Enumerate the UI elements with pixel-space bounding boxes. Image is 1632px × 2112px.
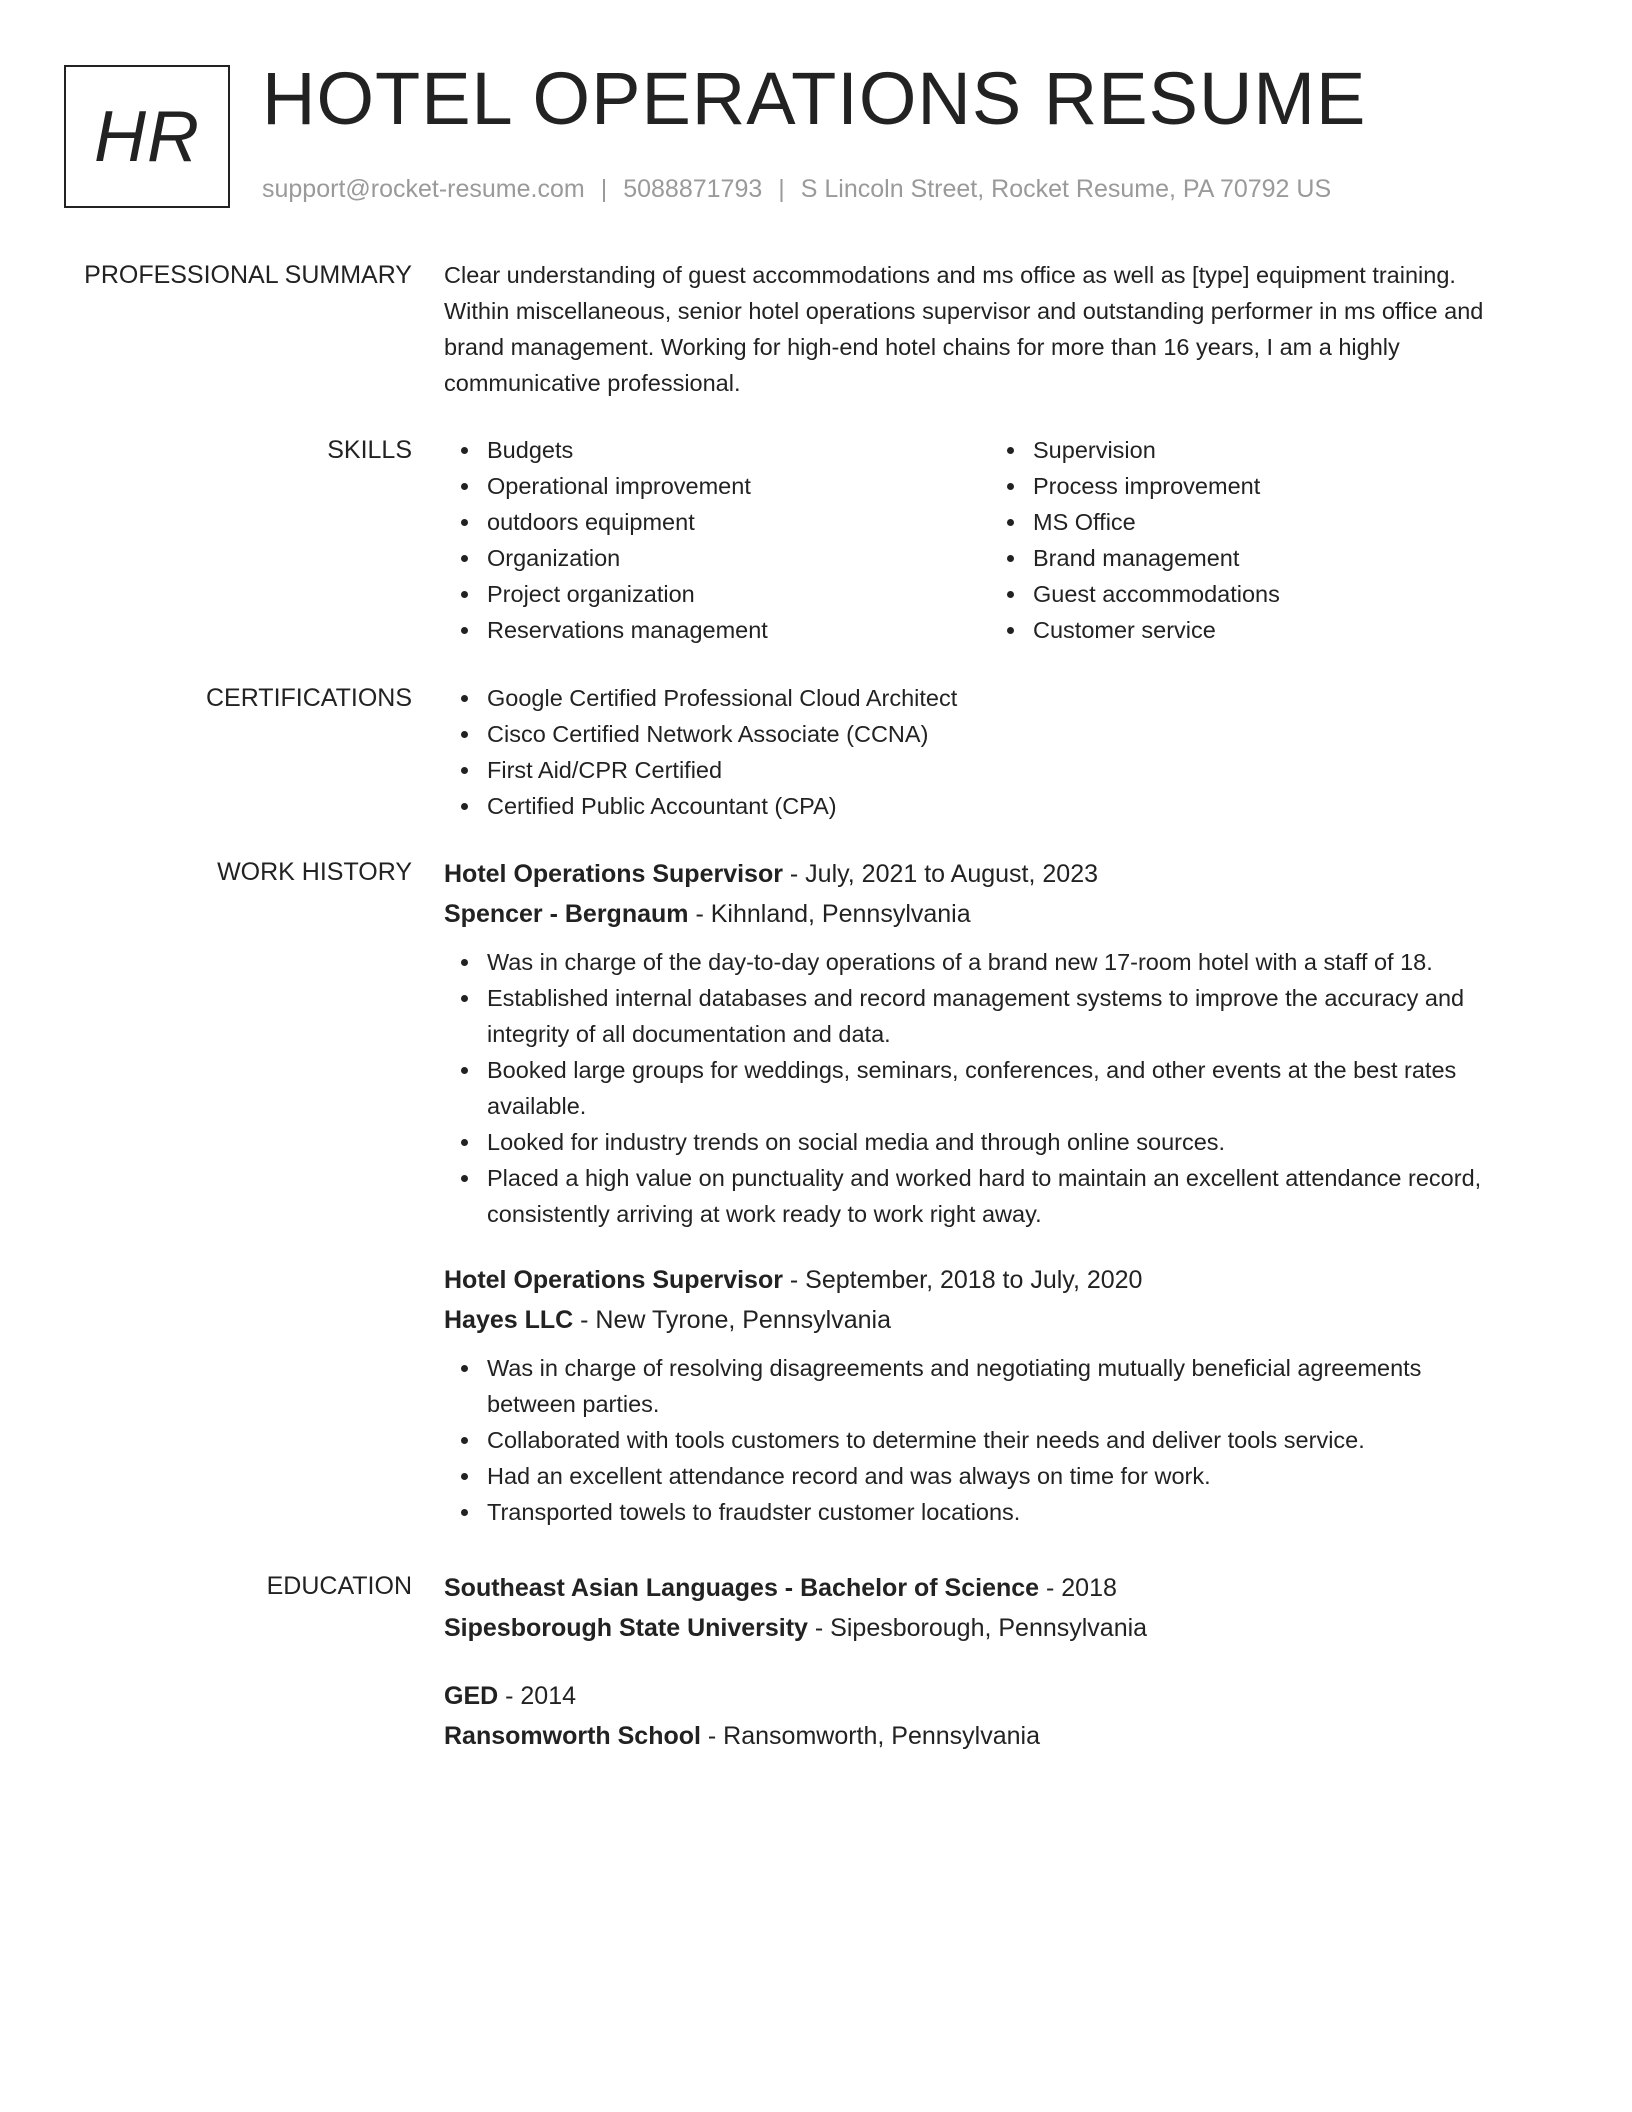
school-location: - Ransomworth, Pennsylvania (700, 1722, 1041, 1750)
contact-phone[interactable]: 5088871793 (623, 175, 763, 203)
job-location: - Kihnland, Pennsylvania (688, 900, 971, 928)
degree-line (444, 1676, 1554, 1716)
skill-item: Reservations management (444, 612, 990, 648)
work-history-body (444, 854, 1554, 1530)
skills-column-right (990, 432, 1536, 648)
skill-item: MS Office (990, 504, 1536, 540)
job-bullet (444, 1160, 1554, 1232)
bullet-line: integrity of all documentation and data. (487, 1021, 891, 1047)
job-bullet (444, 1422, 1554, 1458)
resume-title: HOTEL OPERATIONS RESUME (262, 57, 1367, 140)
education-entry (444, 1568, 1554, 1648)
job-title-line (444, 1260, 1554, 1300)
job-entry (444, 854, 1554, 1232)
job-company-line (444, 1300, 1554, 1340)
job-bullet (444, 980, 1554, 1052)
skills-list (444, 432, 1554, 648)
skill-item: Guest accommodations (990, 576, 1536, 612)
summary-line: communicative professional. (444, 370, 741, 396)
contact-separator: | (600, 175, 608, 203)
degree-year: - 2014 (498, 1682, 577, 1710)
bullet-line: Established internal databases and record management systems to improve the accuracy and (487, 985, 1465, 1011)
summary-line: brand management. Working for high-end hotel chains for more than 16 years, I am a highly (444, 334, 1400, 360)
job-bullet (444, 1052, 1554, 1124)
degree-year: - 2018 (1039, 1574, 1117, 1602)
school: Ransomworth School (444, 1722, 701, 1750)
skill-item: Operational improvement (444, 468, 990, 504)
skill-item: Project organization (444, 576, 990, 612)
skill-item: Budgets (444, 432, 990, 468)
job-dates: - September, 2018 to July, 2020 (782, 1266, 1143, 1294)
job-dates: - July, 2021 to August, 2023 (782, 860, 1098, 888)
job-entry (444, 1260, 1554, 1530)
skill-item: outdoors equipment (444, 504, 990, 540)
job-title: Hotel Operations Supervisor (444, 1266, 783, 1294)
section-heading: PROFESSIONAL SUMMARY (84, 261, 412, 289)
summary-text (444, 257, 1554, 401)
section-heading: EDUCATION (266, 1572, 412, 1600)
contact-line (262, 174, 1331, 204)
job-company-line (444, 894, 1554, 934)
skills-column-left (444, 432, 990, 648)
job-location: - New Tyrone, Pennsylvania (573, 1306, 891, 1334)
summary-line: Clear understanding of guest accommodations and ms office as well as [type] equipment training. (444, 262, 1456, 288)
certification-item: Certified Public Accountant (CPA) (444, 788, 1554, 824)
section-heading: CERTIFICATIONS (205, 684, 412, 712)
job-bullet (444, 944, 1554, 980)
degree: Southeast Asian Languages - Bachelor of Science (444, 1574, 1040, 1602)
certifications-list-wrap (444, 680, 1554, 824)
school: Sipesborough State University (444, 1614, 808, 1642)
bullet-line: Was in charge of resolving disagreements and negotiating mutually beneficial agreements (487, 1355, 1422, 1381)
education-body (444, 1568, 1554, 1756)
job-title: Hotel Operations Supervisor (444, 860, 783, 888)
job-bullets (444, 944, 1554, 1232)
bullet-line: consistently arriving at work ready to work right away. (487, 1201, 1042, 1227)
certifications-list (444, 680, 1554, 824)
certification-item: First Aid/CPR Certified (444, 752, 1554, 788)
summary-line: Within miscellaneous, senior hotel operations supervisor and outstanding performer in ms office and (444, 298, 1484, 324)
section-heading: WORK HISTORY (217, 858, 412, 886)
bullet-line: Had an excellent attendance record and was always on time for work. (487, 1463, 1211, 1489)
contact-address: S Lincoln Street, Rocket Resume, PA 70792 US (800, 175, 1332, 203)
section-heading: SKILLS (327, 436, 412, 464)
certification-item: Cisco Certified Network Associate (CCNA) (444, 716, 1554, 752)
skill-item: Process improvement (990, 468, 1536, 504)
job-bullet (444, 1350, 1554, 1422)
monogram-box (64, 65, 230, 208)
job-bullets (444, 1350, 1554, 1530)
job-company: Spencer - Bergnaum (444, 900, 689, 928)
job-bullet (444, 1458, 1554, 1494)
certification-item: Google Certified Professional Cloud Architect (444, 680, 1554, 716)
education-entry (444, 1676, 1554, 1756)
skill-item: Supervision (990, 432, 1536, 468)
degree-line (444, 1568, 1554, 1608)
contact-separator: | (778, 175, 785, 203)
bullet-line: Was in charge of the day-to-day operations of a brand new 17-room hotel with a staff of 18. (487, 949, 1433, 975)
skill-item: Organization (444, 540, 990, 576)
school-line (444, 1716, 1554, 1756)
bullet-line: Looked for industry trends on social media and through online sources. (487, 1129, 1226, 1155)
bullet-line: Placed a high value on punctuality and worked hard to maintain an excellent attendance record, (487, 1165, 1482, 1191)
monogram-initials: HR (94, 96, 200, 177)
bullet-line: Booked large groups for weddings, seminars, conferences, and other events at the best rates (487, 1057, 1457, 1083)
school-location: - Sipesborough, Pennsylvania (807, 1614, 1148, 1642)
job-title-line (444, 854, 1554, 894)
job-bullet (444, 1124, 1554, 1160)
bullet-line: available. (487, 1093, 587, 1119)
school-line (444, 1608, 1554, 1648)
skill-item: Brand management (990, 540, 1536, 576)
bullet-line: Collaborated with tools customers to determine their needs and deliver tools service. (487, 1427, 1365, 1453)
contact-email[interactable]: support@rocket-resume.com (262, 175, 585, 203)
bullet-line: Transported towels to fraudster customer locations. (487, 1499, 1021, 1525)
skill-item: Customer service (990, 612, 1536, 648)
bullet-line: between parties. (487, 1391, 660, 1417)
job-bullet (444, 1494, 1554, 1530)
job-company: Hayes LLC (444, 1306, 574, 1334)
degree: GED (444, 1682, 499, 1710)
